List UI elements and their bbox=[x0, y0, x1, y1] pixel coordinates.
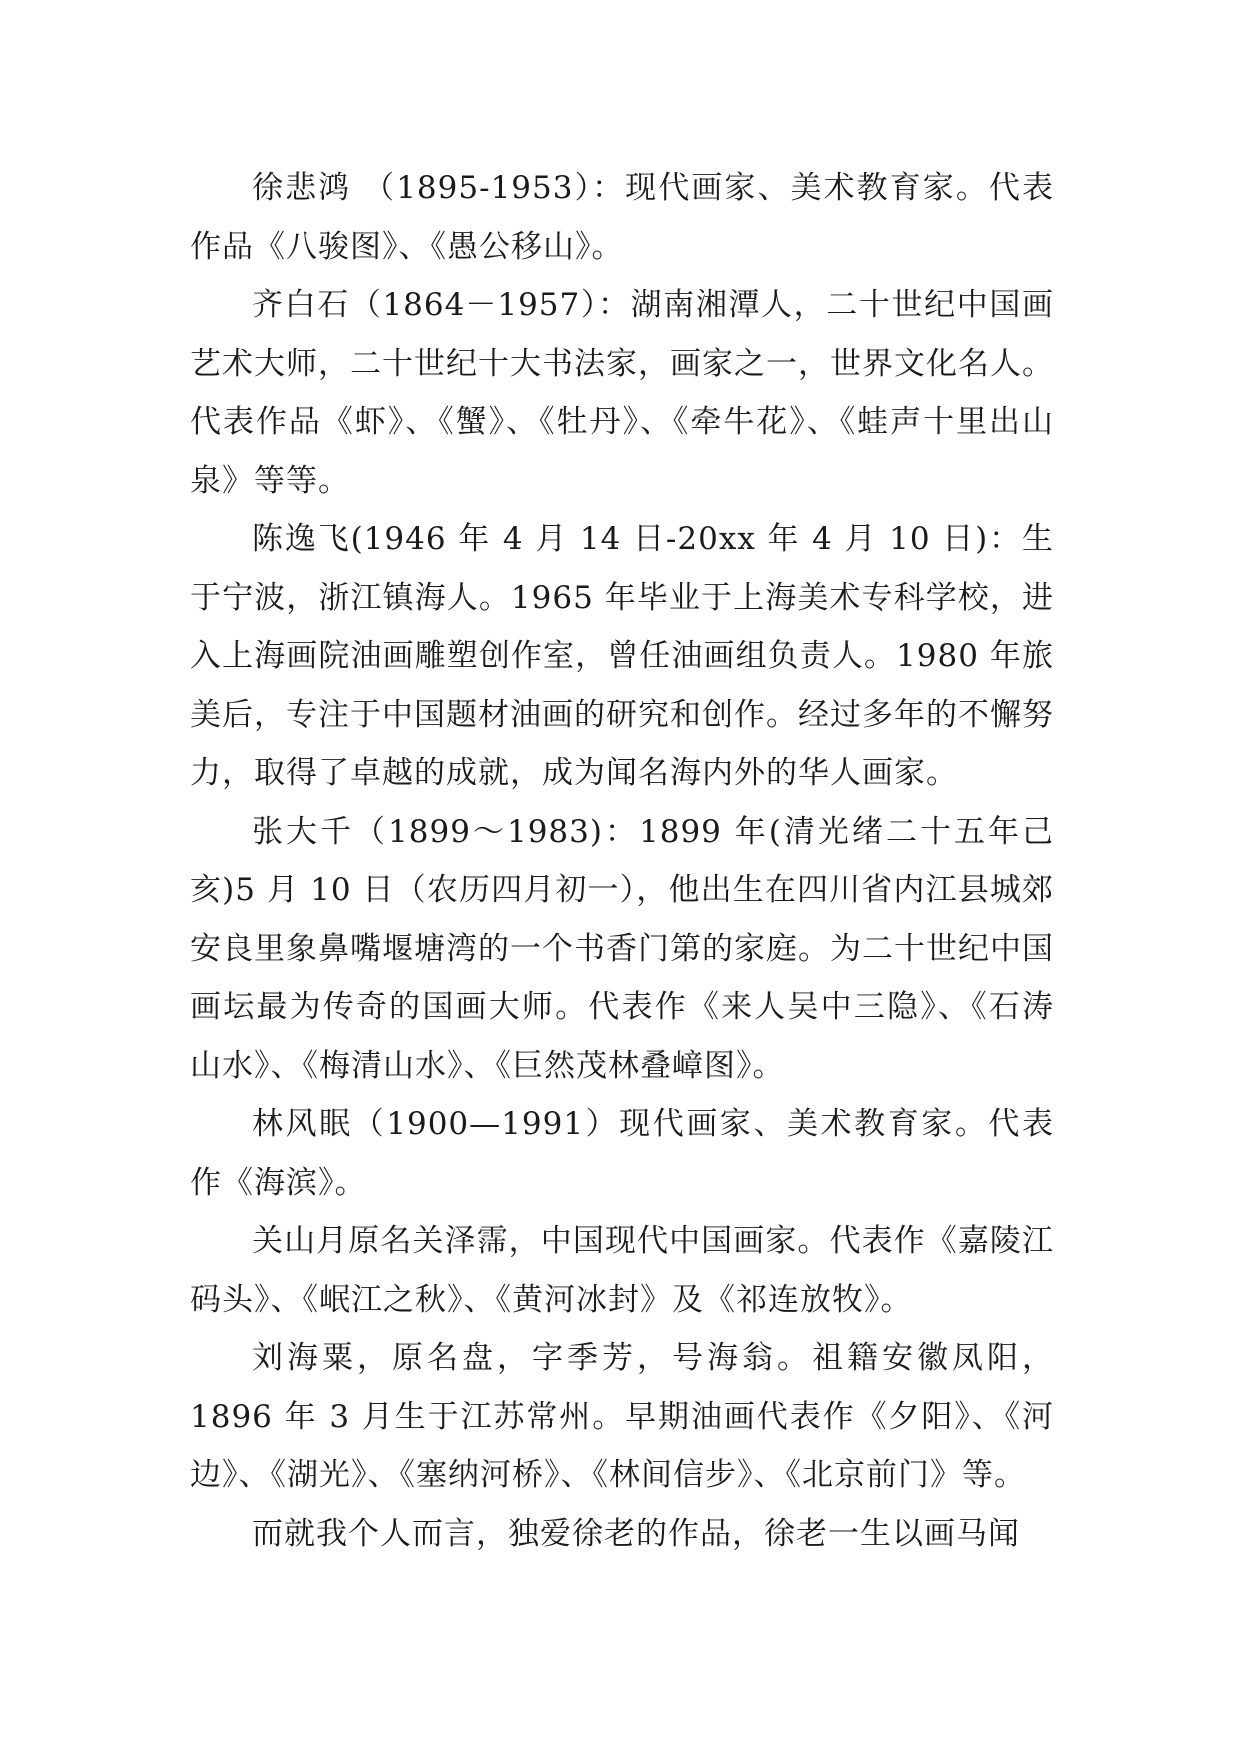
paragraph-personal-view: 而就我个人而言，独爱徐老的作品，徐老一生以画马闻 bbox=[252, 1515, 1020, 1552]
paragraph-zhang-daqian: 张大千（1899～1983)：1899 年(清光绪二十五年己亥)5 月 10 日（农历四月初一），他出生在四川省内江县城郊安良里象鼻嘴堰塘湾的一个书香门第的家庭。为二十世纪中国画坛最为传奇的国画大师。代表作《来人吴中三隐》、《石涛山水》、《梅清山水》、《巨然茂林叠嶂图》。 bbox=[190, 813, 1054, 1084]
paragraph-chen-yifei: 陈逸飞(1946 年 4 月 14 日-20xx 年 4 月 10 日)：生于宁波，浙江镇海人。1965 年毕业于上海美术专科学校，进入上海画院油画雕塑创作室，曾任油画组负责人。1980 年旅美后，专注于中国题材油画的研究和创作。经过多年的不懈努力，取得了卓越的成就，成为闻名海内外的华人画家。 bbox=[190, 521, 1054, 791]
document-body bbox=[190, 159, 1054, 1563]
paragraph-liu-haisu: 刘海粟，原名盘，字季芳，号海翁。祖籍安徽凤阳，1896 年 3 月生于江苏常州。早期油画代表作《夕阳》、《河边》、《湖光》、《塞纳河桥》、《林间信步》、《北京前门》等。 bbox=[190, 1340, 1054, 1493]
paragraph-guan-shanyue: 关山月原名关泽霈，中国现代中国画家。代表作《嘉陵江码头》、《岷江之秋》、《黄河冰封》及《祁连放牧》。 bbox=[190, 1223, 1054, 1318]
paragraph-xu-beihong: 徐悲鸿 （1895-1953）：现代画家、美术教育家。代表作品《八骏图》、《愚公移山》。 bbox=[190, 170, 1054, 265]
paragraph-lin-fengmian: 林风眠（1900—1991）现代画家、美术教育家。代表作《海滨》。 bbox=[190, 1106, 1054, 1201]
paragraph-qi-baishi: 齐白石（1864－1957）：湖南湘潭人，二十世纪中国画艺术大师，二十世纪十大书法家，画家之一，世界文化名人。代表作品《虾》、《蟹》、《牡丹》、《牵牛花》、《蛙声十里出山泉》等等。 bbox=[190, 287, 1054, 499]
